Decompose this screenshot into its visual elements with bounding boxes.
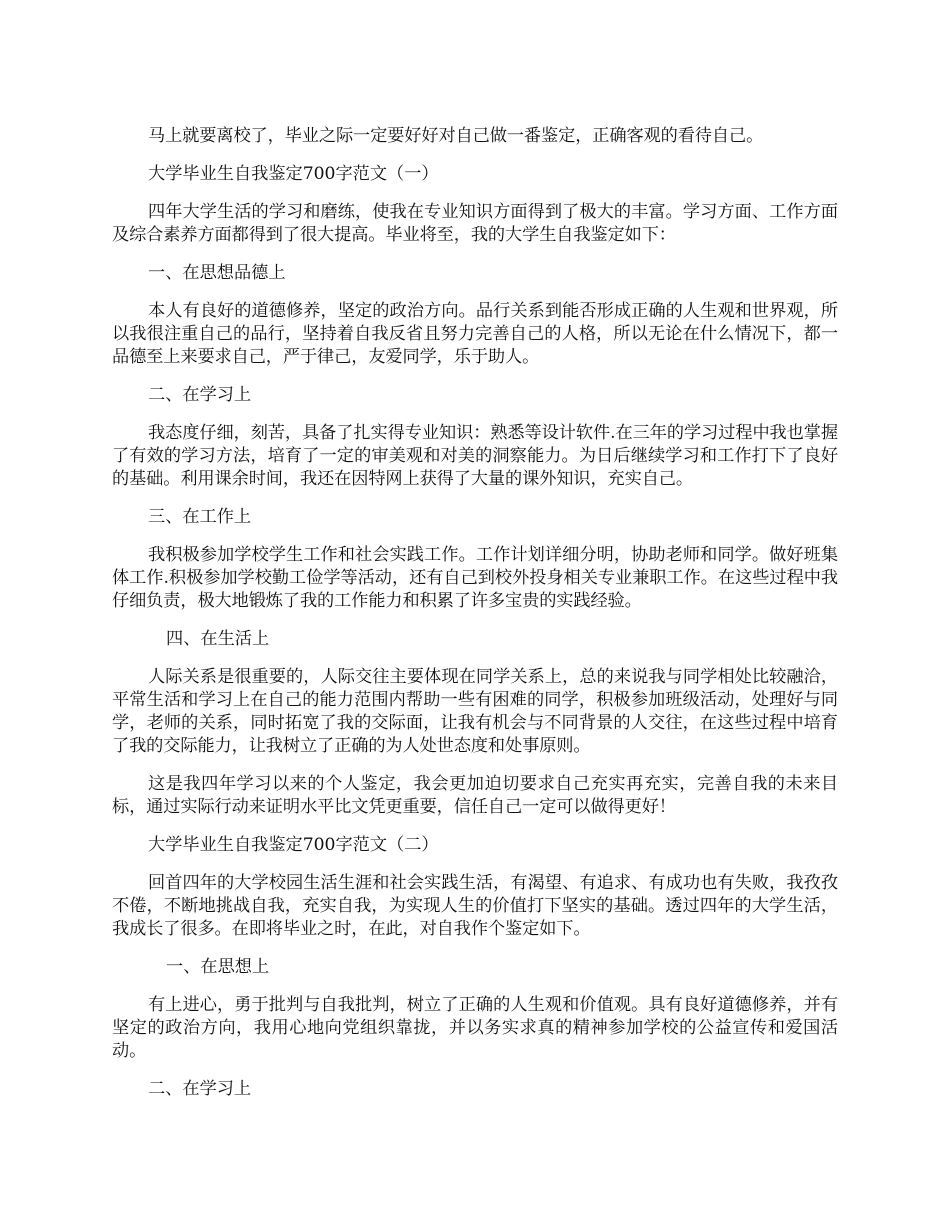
section-title-essay-one: 大学毕业生自我鉴定700字范文（一）	[148, 164, 439, 184]
moral-character-paragraph: 本人有良好的道德修养，坚定的政治方向。品行关系到能否形成正确的人生观和世界观，所以我很注重自己的品行，坚持着自我反省且努力完善自己的人格，所以无论在什么情况下，都一品德至上来要求自己，严于律己，友爱同学，乐于助人。	[112, 301, 838, 367]
essay-one-closing-paragraph: 这是我四年学习以来的个人鉴定，我会更加迫切要求自己充实再充实，完善自我的未来目标，通过实际行动来证明水平比文凭更重要，信任自己一定可以做得更好！	[112, 774, 838, 817]
study-paragraph: 我态度仔细，刻苦，具备了扎实得专业知识：熟悉等设计软件.在三年的学习过程中我也掌握了有效的学习方法，培育了一定的审美观和对美的洞察能力。为日后继续学习和工作打下了良好的基础。利用课余时间，我还在因特网上获得了大量的课外知识，充实自己。	[112, 423, 838, 489]
thought-paragraph: 有上进心，勇于批判与自我批判，树立了正确的人生观和价值观。具有良好道德修养，并有坚定的政治方向，我用心地向党组织靠拢，并以务实求真的精神参加学校的公益宣传和爱国活动。	[112, 995, 838, 1061]
intro-paragraph: 马上就要离校了，毕业之际一定要好好对自己做一番鉴定，正确客观的看待自己。	[148, 126, 764, 146]
heading-study-two: 二、在学习上	[148, 1079, 252, 1099]
section-title-essay-two: 大学毕业生自我鉴定700字范文（二）	[148, 835, 439, 855]
essay-one-opening-paragraph: 四年大学生活的学习和磨练，使我在专业知识方面得到了极大的丰富。学习方面、工作方面及综合素养方面都得到了很大提高。毕业将至，我的大学生自我鉴定如下：	[112, 202, 838, 245]
heading-moral-character: 一、在思想品德上	[148, 263, 286, 283]
heading-work: 三、在工作上	[148, 507, 252, 527]
essay-two-opening-paragraph: 回首四年的大学校园生活生涯和社会实践生活，有渴望、有追求、有成功也有失败，我孜孜不倦，不断地挑战自我，充实自我，为实现人生的价值打下坚实的基础。透过四年的大学生活，我成长了很多。在即将毕业之时，在此，对自我作个鉴定如下。	[112, 873, 838, 939]
document-body	[112, 125, 838, 1116]
heading-thought: 一、在思想上	[166, 957, 270, 977]
life-paragraph: 人际关系是很重要的，人际交往主要体现在同学关系上，总的来说我与同学相处比较融洽，平常生活和学习上在自己的能力范围内帮助一些有困难的同学，积极参加班级活动，处理好与同学，老师的关系，同时拓宽了我的交际面，让我有机会与不同背景的人交往，在这些过程中培育了我的交际能力，让我树立了正确的为人处世态度和处事原则。	[112, 667, 838, 756]
work-paragraph: 我积极参加学校学生工作和社会实践工作。工作计划详细分明，协助老师和同学。做好班集体工作.积极参加学校勤工俭学等活动，还有自己到校外投身相关专业兼职工作。在这些过程中我仔细负责，极大地锻炼了我的工作能力和积累了许多宝贵的实践经验。	[112, 545, 838, 611]
heading-study: 二、在学习上	[148, 385, 252, 405]
heading-life: 四、在生活上	[166, 629, 270, 649]
